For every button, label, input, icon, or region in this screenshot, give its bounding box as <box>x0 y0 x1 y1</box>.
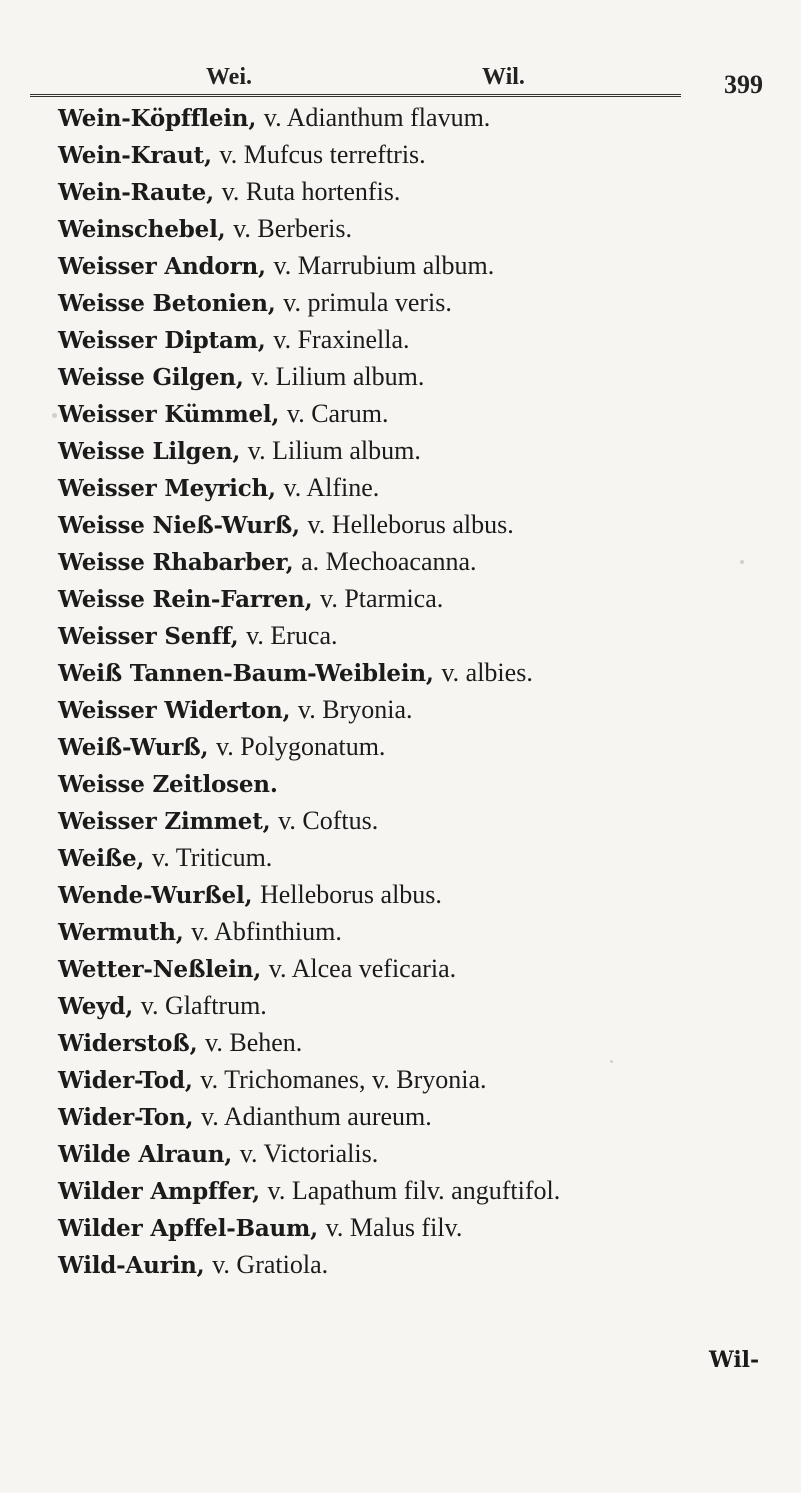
german-term: Wein-Raute, <box>58 179 214 206</box>
german-term: Weisse Lilgen, <box>58 438 241 465</box>
index-entry <box>58 543 788 580</box>
german-term: Weisser Andorn, <box>58 253 266 280</box>
latin-reference: v. Fraxinella. <box>273 325 410 354</box>
index-entry <box>58 469 788 506</box>
paper-speck <box>610 1060 613 1063</box>
header-left: Wei. <box>206 64 252 90</box>
latin-reference: v. Mufcus terreftris. <box>219 140 426 169</box>
latin-reference: v. Carum. <box>286 399 389 428</box>
latin-reference: v. Alfine. <box>283 473 380 502</box>
latin-reference: v. Lilium album. <box>247 436 421 465</box>
latin-reference: v. Behen. <box>205 1028 303 1057</box>
latin-reference: Helleborus albus. <box>259 880 442 909</box>
latin-reference: v. Berberis. <box>233 214 352 243</box>
german-term: Weisser Meyrich, <box>58 475 276 502</box>
german-term: Weinschebel, <box>58 216 226 243</box>
index-entry <box>58 617 788 654</box>
paper-speck <box>52 413 57 418</box>
latin-reference: v. Adianthum flavum. <box>263 103 491 132</box>
german-term: Wermuth, <box>58 919 184 946</box>
index-entry <box>58 358 788 395</box>
latin-reference: v. Glaftrum. <box>140 991 267 1020</box>
german-term: Weisse Zeitlosen. <box>58 771 278 798</box>
latin-reference: v. Eruca. <box>246 621 338 650</box>
german-term: Wein-Köpfflein, <box>58 105 257 132</box>
index-entry <box>58 839 788 876</box>
index-entry <box>58 284 788 321</box>
german-term: Weisser Senff, <box>58 623 239 650</box>
header-rule <box>30 94 681 97</box>
page-number: 399 <box>724 70 763 99</box>
index-entry <box>58 950 788 987</box>
index-entry <box>58 1172 788 1209</box>
index-entry <box>58 1061 788 1098</box>
german-term: Weyd, <box>58 993 134 1020</box>
german-term: Weiß Tannen-Baum-Weiblein, <box>58 660 434 687</box>
index-entry <box>58 1209 788 1246</box>
latin-reference: v. Bryonia. <box>297 695 413 724</box>
german-term: Weisser Diptam, <box>58 327 266 354</box>
index-entry <box>58 654 788 691</box>
index-entry <box>58 728 788 765</box>
latin-reference: v. Victorialis. <box>239 1139 379 1168</box>
latin-reference: v. Polygonatum. <box>215 732 386 761</box>
german-term: Wilder Ampffer, <box>58 1178 260 1205</box>
german-term: Widerstoß, <box>58 1030 198 1057</box>
latin-reference: v. Gratiola. <box>212 1250 329 1279</box>
latin-reference: v. Ruta hortenfis. <box>221 177 401 206</box>
index-entry <box>58 1024 788 1061</box>
index-entry <box>58 876 788 913</box>
index-entry <box>58 395 788 432</box>
latin-reference: v. Marrubium album. <box>273 251 495 280</box>
german-term: Wilde Alraun, <box>58 1141 233 1168</box>
paper-speck <box>740 560 744 564</box>
german-term: Wilder Apffel-Baum, <box>58 1215 318 1242</box>
latin-reference: v. Lapathum filv. anguftifol. <box>267 1176 561 1205</box>
german-term: Weiße, <box>58 845 145 872</box>
latin-reference: v. Ptarmica. <box>320 584 444 613</box>
german-term: Wild-Aurin, <box>58 1252 205 1279</box>
german-term: Wein-Kraut, <box>58 142 212 169</box>
index-entry <box>58 506 788 543</box>
index-entry <box>58 691 788 728</box>
german-term: Wende-Wurßel, <box>58 882 253 909</box>
german-term: Weisse Betonien, <box>58 290 276 317</box>
latin-reference: v. albies. <box>441 658 533 687</box>
latin-reference: v. Lilium album. <box>251 362 425 391</box>
index-entry <box>58 432 788 469</box>
german-term: Weisser Widerton, <box>58 697 291 724</box>
index-entry <box>58 1135 788 1172</box>
latin-reference: v. Alcea veficaria. <box>268 954 457 983</box>
german-term: Weisser Kümmel, <box>58 401 280 428</box>
german-term: Wider-Ton, <box>58 1104 194 1131</box>
german-term: Weisse Gilgen, <box>58 364 244 391</box>
latin-reference: v. Abfinthium. <box>191 917 342 946</box>
index-entry <box>58 1246 788 1283</box>
index-entry <box>58 136 788 173</box>
index-entry <box>58 987 788 1024</box>
latin-reference: v. Malus filv. <box>325 1213 463 1242</box>
index-entry <box>58 99 788 136</box>
german-term: Weiß-Wurß, <box>58 734 209 761</box>
index-entry <box>58 913 788 950</box>
latin-reference: v. Adianthum aureum. <box>200 1102 432 1131</box>
german-term: Wetter-Neßlein, <box>58 956 262 983</box>
index-entry <box>58 321 788 358</box>
german-term: Wider-Tod, <box>58 1067 193 1094</box>
german-term: Weisse Rein-Farren, <box>58 586 313 613</box>
german-term: Weisse Rhabarber, <box>58 549 294 576</box>
latin-reference: a. Mechoacanna. <box>301 547 477 576</box>
index-entry <box>58 802 788 839</box>
german-term: Weisse Nieß-Wurß, <box>58 512 300 539</box>
index-entry <box>58 580 788 617</box>
catchword: Wil- <box>709 1347 760 1373</box>
latin-reference: v. Coftus. <box>278 806 379 835</box>
index-entry <box>58 1098 788 1135</box>
latin-reference: v. Helleborus albus. <box>307 510 514 539</box>
header-right: Wil. <box>482 64 525 90</box>
german-term: Weisser Zimmet, <box>58 808 271 835</box>
index-entry <box>58 765 788 802</box>
index-entry <box>58 247 788 284</box>
index-entry <box>58 210 788 247</box>
latin-reference: v. Triticum. <box>151 843 273 872</box>
latin-reference: v. primula veris. <box>283 288 452 317</box>
latin-reference: v. Trichomanes, v. Bryonia. <box>200 1065 487 1094</box>
index-entry <box>58 173 788 210</box>
entry-list <box>58 99 788 1283</box>
